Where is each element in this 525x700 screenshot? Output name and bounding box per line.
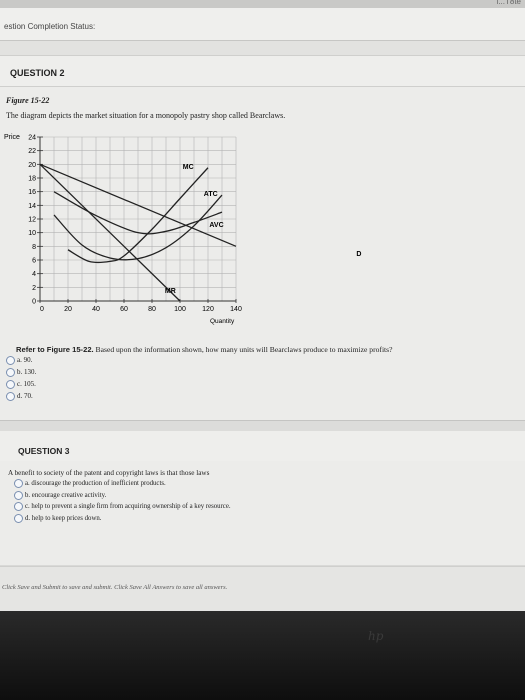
option-d-label: d. 70. (17, 392, 33, 400)
option-a-label: a. 90. (17, 356, 33, 364)
radio-icon[interactable] (14, 491, 23, 500)
question-3-body (0, 461, 525, 565)
option-b[interactable] (6, 366, 36, 378)
monopoly-chart (0, 127, 362, 337)
x-tick-label: 20 (64, 306, 72, 313)
q3-option-d-label: d. help to keep prices down. (25, 514, 102, 522)
question-2-options (6, 354, 36, 402)
question-3-prompt: A benefit to society of the patent and copyright laws is that those laws (8, 469, 210, 477)
curve-label-atc: ATC (203, 190, 218, 198)
radio-icon[interactable] (6, 368, 15, 377)
option-b-label: b. 130. (17, 368, 37, 376)
option-c-label: c. 105. (17, 380, 36, 388)
footer-instructions: Click Save and Submit to save and submit. Click Save All Answers to save all answers. (2, 584, 228, 591)
y-tick-label: 10 (28, 230, 36, 238)
q3-option-a-label: a. discourage the production of inefficient products. (25, 480, 166, 488)
option-d[interactable] (6, 390, 36, 402)
chart-grid (40, 137, 236, 301)
x-tick-label: 60 (120, 306, 128, 313)
x-tick-label: 40 (92, 306, 100, 313)
y-tick-label: 16 (28, 189, 36, 197)
question-2-label: QUESTION 2 (10, 68, 65, 78)
prompt-rest: Based upon the information shown, how many units will Bearclaws produce to maximize profits? (93, 345, 393, 354)
question-2-body (0, 87, 525, 420)
q3-option-c[interactable] (14, 501, 231, 513)
q3-option-b-label: b. encourage creative activity. (25, 491, 107, 499)
x-tick-label: 140 (230, 306, 242, 313)
y-tick-label: 8 (32, 243, 36, 251)
radio-icon[interactable] (14, 479, 23, 488)
radio-icon[interactable] (6, 356, 15, 365)
q3-option-c-label: c. help to prevent a single firm from acquiring ownership of a key resource. (25, 503, 231, 511)
y-tick-label: 18 (28, 175, 36, 183)
question-3-label: QUESTION 3 (18, 446, 70, 456)
question-3-options (14, 478, 231, 524)
y-tick-label: 6 (32, 257, 36, 265)
q3-option-a[interactable] (14, 478, 231, 490)
x-axis-label: Quantity (210, 318, 235, 325)
q3-option-d[interactable] (14, 513, 231, 525)
radio-icon[interactable] (6, 392, 15, 401)
laptop-bezel (0, 611, 525, 700)
question-2-prompt (16, 345, 393, 354)
figure-description: The diagram depicts the market situation for a monopoly pastry shop called Bearclaws. (6, 111, 286, 120)
x-tick-label: 80 (148, 306, 156, 313)
prompt-bold: Refer to Figure 15-22. (16, 345, 94, 354)
option-a[interactable] (6, 354, 36, 366)
curve-label-avc: AVC (209, 222, 224, 230)
curve-label-mr: MR (164, 287, 176, 295)
y-tick-label: 22 (28, 148, 36, 156)
hp-logo-icon: hp (368, 629, 384, 643)
y-tick-label: 2 (32, 284, 36, 292)
completion-status-label: estion Completion Status: (4, 22, 96, 31)
radio-icon[interactable] (14, 514, 23, 523)
x-tick-label: 120 (202, 306, 214, 313)
curve-label-d: D (356, 250, 362, 258)
y-tick-label: 20 (28, 161, 36, 169)
x-tick-label: 0 (40, 306, 44, 313)
question-2-header (0, 56, 525, 87)
figure-title: Figure 15-22 (6, 96, 50, 105)
radio-icon[interactable] (6, 380, 15, 389)
y-tick-label: 0 (32, 298, 36, 306)
browser-top-strip (0, 0, 525, 8)
footer-bar (0, 566, 525, 612)
y-tick-label: 14 (28, 202, 36, 210)
curve-label-mc: MC (182, 164, 194, 172)
y-axis-label: Price (4, 134, 20, 141)
y-tick-label: 4 (32, 271, 36, 279)
x-tick-label: 100 (174, 306, 186, 313)
separator-band (0, 41, 525, 56)
top-right-fragment: l...T8te (496, 0, 521, 6)
y-tick-label: 24 (28, 134, 36, 142)
option-c[interactable] (6, 378, 36, 390)
question-3-header (0, 431, 525, 461)
completion-status-bar (0, 8, 525, 41)
radio-icon[interactable] (14, 502, 23, 511)
q3-option-b[interactable] (14, 490, 231, 502)
y-tick-label: 12 (28, 216, 36, 224)
